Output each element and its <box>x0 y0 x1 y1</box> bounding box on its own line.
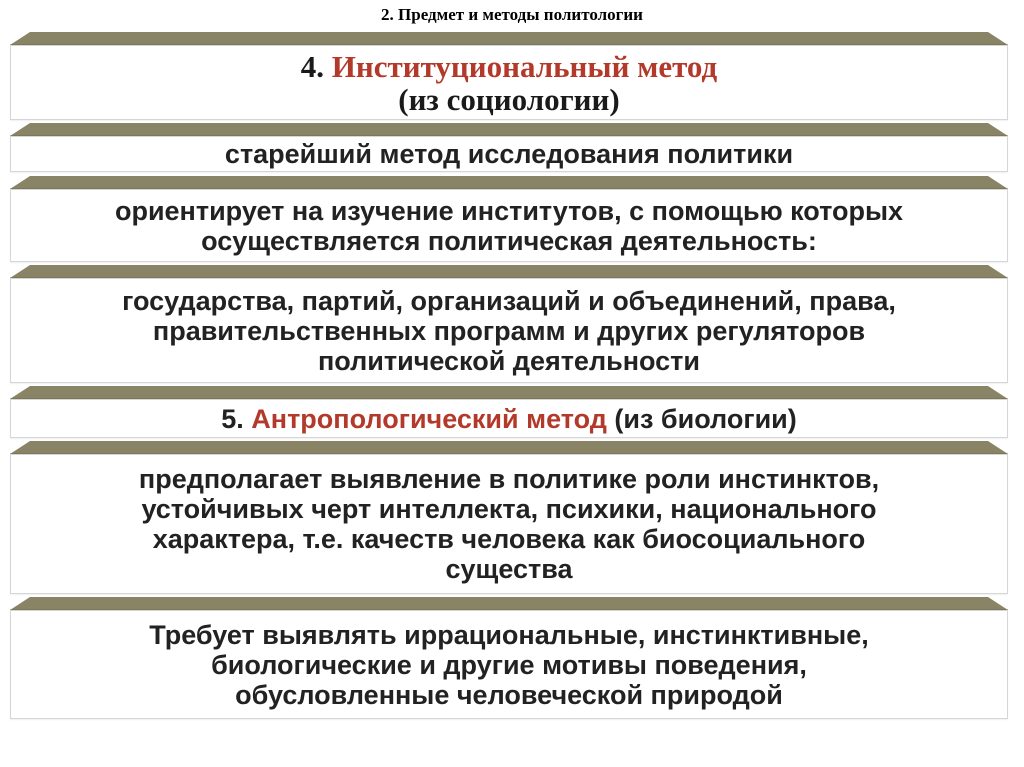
method-5-title-line <box>221 404 797 434</box>
oldest-method-block <box>10 123 1008 172</box>
method-5-heading-block <box>10 386 1008 438</box>
institutions-list-block <box>10 265 1008 383</box>
bevel-strip <box>10 265 1008 278</box>
text-line: существа <box>445 554 573 584</box>
method-4-heading-block <box>10 32 1008 120</box>
text-line: правительственных программ и других регуляторов <box>152 315 866 346</box>
bevel-strip <box>10 441 1008 454</box>
method-5-number: 5. <box>221 403 244 434</box>
text-line: Требует выявлять иррациональные, инстинктивные, <box>149 619 869 650</box>
block-text <box>10 189 1008 262</box>
block-text <box>10 45 1008 120</box>
method-4-subtitle: (из социологии) <box>398 81 620 117</box>
bevel-strip <box>10 176 1008 189</box>
slide-title: 2. Предмет и методы политологии <box>381 5 643 24</box>
method-4-title: Институциональный метод <box>331 48 718 84</box>
text-line: политической деятельности <box>318 345 700 376</box>
method-4-title-line <box>301 50 717 83</box>
method-5-suffix: (из биологии) <box>614 403 797 434</box>
text-line: обусловленные человеческой природой <box>235 679 783 710</box>
text-line: осуществляется политическая деятельность: <box>201 225 817 256</box>
block-text <box>10 278 1008 383</box>
oldest-method-text: старейший метод исследования политики <box>224 139 794 169</box>
text-line: характера, т.е. качеств человека как биосоциального <box>152 524 866 554</box>
block-text <box>10 136 1008 172</box>
bevel-strip <box>10 597 1008 610</box>
block-text <box>10 399 1008 438</box>
text-line: устойчивых черт интеллекта, психики, национального <box>141 494 877 524</box>
block-text <box>10 454 1008 594</box>
text-line: ориентирует на изучение институтов, с помощью которых <box>114 195 904 226</box>
bevel-strip <box>10 386 1008 399</box>
text-line: предполагает выявление в политике роли инстинктов, <box>138 464 880 494</box>
bevel-strip <box>10 123 1008 136</box>
text-line: государства, партий, организаций и объединений, права, <box>122 285 896 316</box>
text-line: биологические и другие мотивы поведения, <box>211 649 807 680</box>
requirements-block <box>10 597 1008 719</box>
block-text <box>10 610 1008 719</box>
anthropological-description-block <box>10 441 1008 594</box>
method-4-number: 4. <box>300 48 325 84</box>
method-5-title: Антропологический метод <box>251 403 607 434</box>
institutions-focus-block <box>10 176 1008 262</box>
bevel-strip <box>10 32 1008 45</box>
